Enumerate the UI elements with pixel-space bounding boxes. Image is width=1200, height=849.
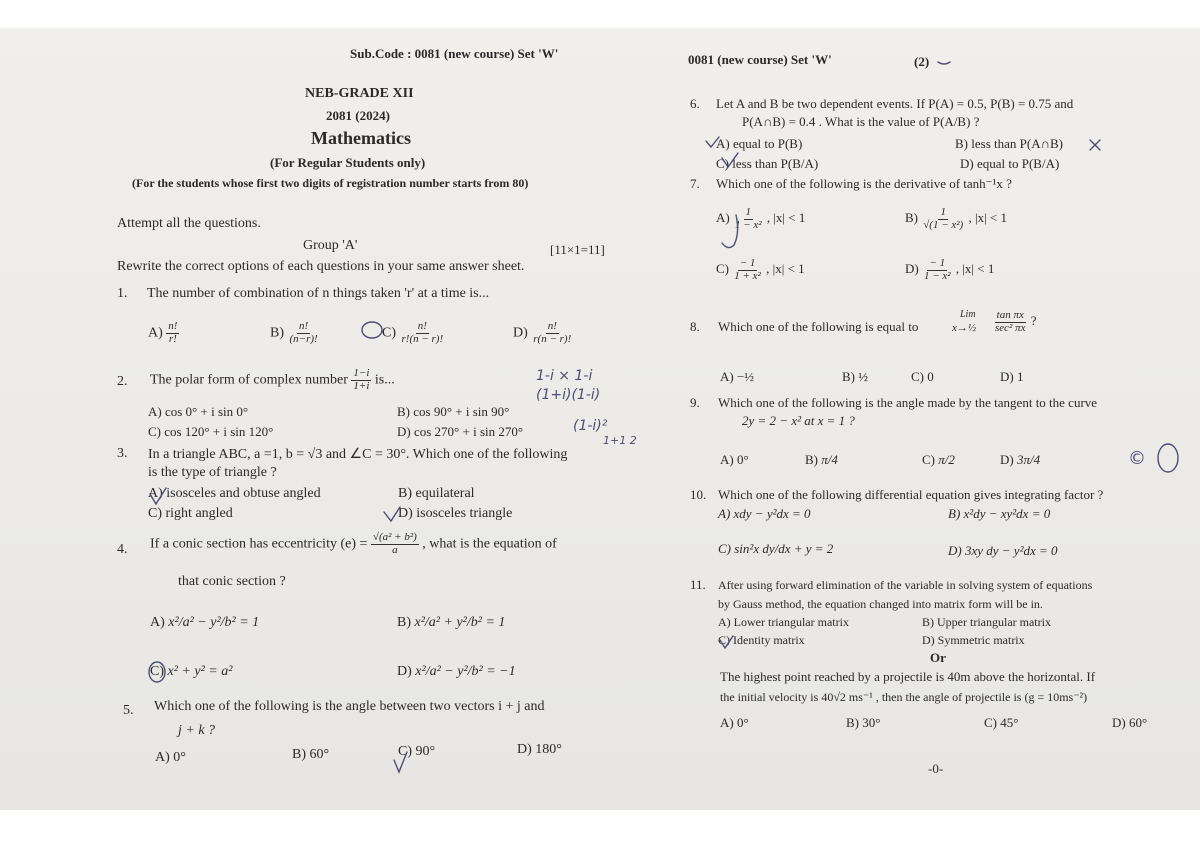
q4-option-b: B) x²/a² + y²/b² = 1 (397, 615, 506, 630)
q1-option-c: C) $\frac{n!}{r!(n - r)!}$ (382, 320, 444, 345)
q11-option-b: B) Upper triangular matrix (922, 615, 1051, 629)
q3-text: In a triangle ABC, a =1, b = √3 and ∠C = 30°. Which one of the following (148, 447, 568, 462)
q2-text: The polar form of complex number $\frac{1-i}{1+i}$ is... (150, 367, 395, 392)
answer-mark-icon (394, 752, 407, 772)
answer-mark-icon (722, 215, 738, 248)
q8-number: 8. (690, 319, 700, 334)
q11-alt-text: The highest point reached by a projectile is 40m above the horizontal. If (720, 669, 1096, 684)
q4-text-line2: that conic section ? (178, 574, 286, 589)
q10-option-b: B) x²dy − xy²dx = 0 (948, 506, 1051, 521)
q3-text-line2: is the type of triangle ? (148, 465, 277, 480)
q8-limit-sub: x→½ (952, 322, 977, 334)
answer-mark-icon (722, 153, 738, 167)
q1-text: The number of combination of n things taken 'r' at a time is... (147, 286, 490, 301)
q8-option-b: B) ½ (842, 369, 868, 384)
q10-text: Which one of the following differential equation gives integrating factor ? (718, 487, 1104, 502)
q7-option-d: D) $\frac{- 1}{\text{1 − x²}}$ , |x| < 1 (905, 257, 995, 282)
q9-text: Which one of the following is the angle made by the tangent to the curve (718, 395, 1098, 410)
q8-limit-label: Lim (960, 309, 976, 320)
handwritten-note: 1+1 2 (603, 434, 637, 447)
q2-option-c: C) cos 120° + i sin 120° (148, 424, 274, 439)
q1-option-d: D) $\frac{n!}{r(n - r)!}$ (513, 320, 572, 345)
q11-option-c: C) Identity matrix (718, 633, 805, 647)
q3-option-d: D) isosceles triangle (398, 506, 513, 521)
q3-number: 3. (117, 446, 128, 461)
q2-option-d: D) cos 270° + i sin 270° (397, 424, 524, 439)
q11-option-a: A) Lower triangular matrix (718, 615, 849, 629)
q6-option-c: C) less than P(B/A) (716, 156, 819, 171)
q1-option-b: B) $\frac{n!}{(n-r)!}$ (270, 320, 318, 345)
q1-option-a: A) $\frac{n!}{r!}$ (148, 320, 178, 345)
answer-mark-icon (362, 322, 382, 338)
board-title: NEB-GRADE XII (305, 86, 414, 101)
q5-number: 5. (123, 703, 134, 718)
q5-option-b: B) 60° (292, 747, 330, 762)
q11-text: After using forward elimination of the variable in solving system of equations (718, 578, 1093, 592)
q2-number: 2. (117, 374, 128, 389)
exam-year: 2081 (2024) (326, 108, 390, 123)
handwritten-note: (1-i)² (573, 418, 608, 434)
group-title: Group 'A' (303, 238, 358, 253)
q3-option-c: C) right angled (148, 506, 233, 521)
q1-number: 1. (117, 286, 128, 301)
page-number: (2) (914, 54, 930, 69)
q8-expression: $\frac{\text{tan πx}}{\text{sec² πx}}$ ? (995, 309, 1037, 334)
q4-text: If a conic section has eccentricity (e) = $\frac{\text{√(a² + b²)}}{a}$ , what is the equation of (150, 531, 557, 556)
q11-text-line2: by Gauss method, the equation changed into matrix form will be in. (718, 597, 1043, 611)
answer-mark-icon (720, 636, 733, 648)
q7-option-c: C) $\frac{- 1}{\text{1 + x²}}$ , |x| < 1 (716, 257, 805, 282)
handwritten-note: (1+i)(1-i) (536, 387, 601, 403)
q10-option-d: D) 3xy dy − y²dx = 0 (948, 543, 1058, 558)
q3-option-b: B) equilateral (398, 486, 475, 501)
q6-option-d: D) equal to P(B/A) (960, 156, 1060, 171)
q5-option-d: D) 180° (517, 742, 562, 757)
answer-mark-icon (149, 662, 165, 682)
answer-mark-icon (150, 488, 166, 504)
registration-note: (For the students whose first two digits of registration number starts from 80) (132, 176, 529, 190)
q11-alt-option-d: D) 60° (1112, 715, 1148, 730)
for-students: (For Regular Students only) (270, 155, 426, 170)
subcode-right: 0081 (new course) Set 'W' (688, 52, 832, 67)
q5-text: Which one of the following is the angle between two vectors i + j and (154, 699, 545, 714)
page-marker: -0- (928, 761, 944, 776)
q10-option-c: C) sin²x dy/dx + y = 2 (718, 541, 834, 556)
q9-option-b: B) π/4 (805, 452, 838, 467)
answer-mark-icon (384, 507, 400, 521)
q11-or: Or (930, 650, 946, 665)
q6-option-b: B) less than P(A∩B) (955, 136, 1063, 151)
q11-alt-text-line2: the initial velocity is 40√2 ms⁻¹ , then the angle of projectile is (g = 10ms⁻²) (720, 690, 1088, 704)
q7-option-b: B) $\frac{1}{\text{√(1 − x²)}}$ , |x| < 1 (905, 206, 1008, 231)
q8-option-d: D) 1 (1000, 369, 1024, 384)
q9-text-line2: 2y = 2 − x² at x = 1 ? (742, 413, 855, 428)
q4-option-a: A) x²/a² − y²/b² = 1 (150, 615, 260, 630)
q11-alt-option-a: A) 0° (720, 715, 749, 730)
handwritten-note: © (1128, 448, 1146, 469)
q6-number: 6. (690, 96, 700, 111)
q6-text-line2: P(A∩B) = 0.4 . What is the value of P(A/B) ? (742, 114, 980, 129)
rewrite-instruction: Rewrite the correct options of each questions in your same answer sheet. (117, 259, 525, 274)
q8-text: Which one of the following is equal to (718, 319, 919, 334)
q11-alt-option-b: B) 30° (846, 715, 881, 730)
q7-option-a: A) $\frac{1}{\text{1 − x²}}$ , |x| < 1 (716, 206, 806, 231)
q2-option-b: B) cos 90° + i sin 90° (397, 404, 510, 419)
q7-text: Which one of the following is the derivative of tanh⁻¹x ? (716, 176, 1012, 191)
q11-alt-option-c: C) 45° (984, 715, 1019, 730)
q5-option-a: A) 0° (155, 750, 186, 765)
pen-squiggle-icon (938, 62, 950, 64)
q3-option-a: A) isosceles and obtuse angled (148, 486, 321, 501)
group-marks: [11×1=11] (550, 242, 605, 257)
q5-option-c: C) 90° (398, 744, 436, 759)
q11-option-d: D) Symmetric matrix (922, 633, 1025, 647)
q2-option-a: A) cos 0° + i sin 0° (148, 404, 249, 419)
q9-option-a: A) 0° (720, 452, 749, 467)
subject-title: Mathematics (311, 128, 411, 148)
q7-number: 7. (690, 176, 700, 191)
cross-mark-icon (1090, 140, 1100, 150)
handwritten-note: 1-i × 1-i (536, 368, 593, 384)
q4-option-c: C) x² + y² = a² (150, 664, 233, 679)
q5-text-line2: j + k ? (178, 723, 216, 738)
q11-number: 11. (690, 577, 706, 592)
q9-number: 9. (690, 395, 700, 410)
q9-option-d: D) 3π/4 (1000, 452, 1041, 467)
q6-option-a: A) equal to P(B) (716, 136, 803, 151)
subcode-left: Sub.Code : 0081 (new course) Set 'W' (350, 46, 559, 61)
attempt-instruction: Attempt all the questions. (117, 216, 261, 231)
q8-option-c: C) 0 (911, 369, 934, 384)
answer-mark-icon (706, 137, 719, 147)
q6-text: Let A and B be two dependent events. If P(A) = 0.5, P(B) = 0.75 and (716, 96, 1074, 111)
answer-mark-icon (1158, 444, 1178, 472)
q8-option-a: A) −½ (720, 369, 755, 384)
q9-option-c: C) π/2 (922, 452, 955, 467)
q10-option-a: A) xdy − y²dx = 0 (718, 506, 811, 521)
q4-option-d: D) x²/a² − y²/b² = −1 (397, 664, 516, 679)
q4-number: 4. (117, 542, 128, 557)
q10-number: 10. (690, 487, 707, 502)
